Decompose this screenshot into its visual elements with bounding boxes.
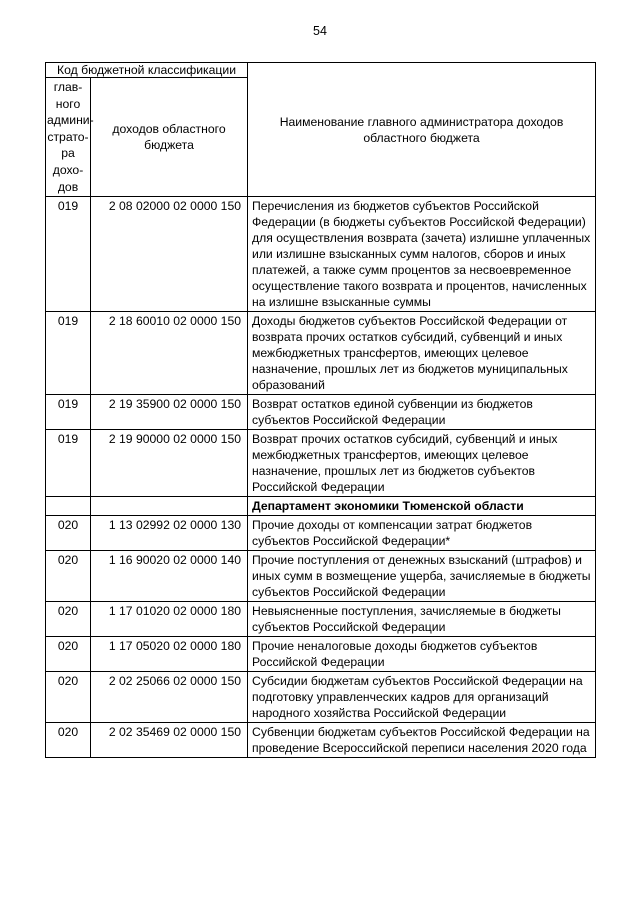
description-cell: Субвенции бюджетам субъектов Российской Федерации на проведение Всероссийской переписи населения 2020 года [248,723,596,758]
admin-code-cell: 020 [46,723,91,758]
admin-code-cell: 019 [46,312,91,395]
table-row [46,430,596,497]
description-cell: Прочие поступления от денежных взысканий (штрафов) и иных сумм в возмещение ущерба, зачисляемые в бюджеты субъектов Российской Федерации [248,551,596,602]
admin-code-cell: 020 [46,602,91,637]
section-title-cell: Департамент экономики Тюменской области [248,497,596,516]
income-code-cell: 2 19 90000 02 0000 150 [91,430,248,497]
income-code-cell: 1 13 02992 02 0000 130 [91,516,248,551]
table-row [46,602,596,637]
admin-code-cell: 019 [46,197,91,312]
page-number: 54 [313,24,327,38]
header-admin-code-text: глав- ного админи- страто- ра дохо- дов [47,80,94,194]
description-cell: Возврат остатков единой субвенции из бюджетов субъектов Российской Федерации [248,395,596,430]
table-row [46,395,596,430]
header-budget-classification: Код бюджетной классификации [46,63,248,78]
income-code-cell: 2 18 60010 02 0000 150 [91,312,248,395]
income-code-cell: 2 08 02000 02 0000 150 [91,197,248,312]
description-cell: Субсидии бюджетам субъектов Российской Федерации на подготовку управленческих кадров для организаций народного хозяйства Российской Федерации [248,672,596,723]
income-code-cell [91,497,248,516]
description-cell: Перечисления из бюджетов субъектов Российской Федерации (в бюджеты субъектов Российской Федерации) для осуществления возврата (зачета) излишне уплаченных или излишне взысканных сумм налогов, сборов и иных платежей, а также сумм процентов за несвоевременное осуществление такого возврата и процентов, начисленных на излишне взысканные суммы [248,197,596,312]
table-row [46,312,596,395]
description-cell: Прочие доходы от компенсации затрат бюджетов субъектов Российской Федерации* [248,516,596,551]
header-row-group [46,63,596,78]
admin-code-cell: 020 [46,551,91,602]
income-code-cell: 1 17 01020 02 0000 180 [91,602,248,637]
description-cell: Невыясненные поступления, зачисляемые в бюджеты субъектов Российской Федерации [248,602,596,637]
header-income-code: доходов областного бюджета [91,78,248,197]
budget-classification-table [45,62,596,758]
table-row [46,723,596,758]
header-admin-code [46,78,94,197]
table-row [46,672,596,723]
admin-code-cell [46,497,91,516]
admin-code-cell: 020 [46,637,91,672]
income-code-cell: 1 16 90020 02 0000 140 [91,551,248,602]
description-cell: Возврат прочих остатков субсидий, субвенций и иных межбюджетных трансфертов, имеющих целевое назначение, прошлых лет из бюджетов субъектов Российской Федерации [248,430,596,497]
income-code-cell: 2 02 25066 02 0000 150 [91,672,248,723]
table-row [46,516,596,551]
description-cell: Доходы бюджетов субъектов Российской Федерации от возврата прочих остатков субсидий, субвенций и иных межбюджетных трансфертов, имеющих целевое назначение, прошлых лет из бюджетов муниципальных образований [248,312,596,395]
income-code-cell: 1 17 05020 02 0000 180 [91,637,248,672]
income-code-cell: 2 19 35900 02 0000 150 [91,395,248,430]
admin-code-cell: 019 [46,395,91,430]
section-row [46,497,596,516]
header-admin-name: Наименование главного администратора доходов областного бюджета [248,63,596,197]
table-row [46,551,596,602]
table-row [46,197,596,312]
description-cell: Прочие неналоговые доходы бюджетов субъектов Российской Федерации [248,637,596,672]
admin-code-cell: 020 [46,672,91,723]
admin-code-cell: 020 [46,516,91,551]
income-code-cell: 2 02 35469 02 0000 150 [91,723,248,758]
admin-code-cell: 019 [46,430,91,497]
table-row [46,637,596,672]
